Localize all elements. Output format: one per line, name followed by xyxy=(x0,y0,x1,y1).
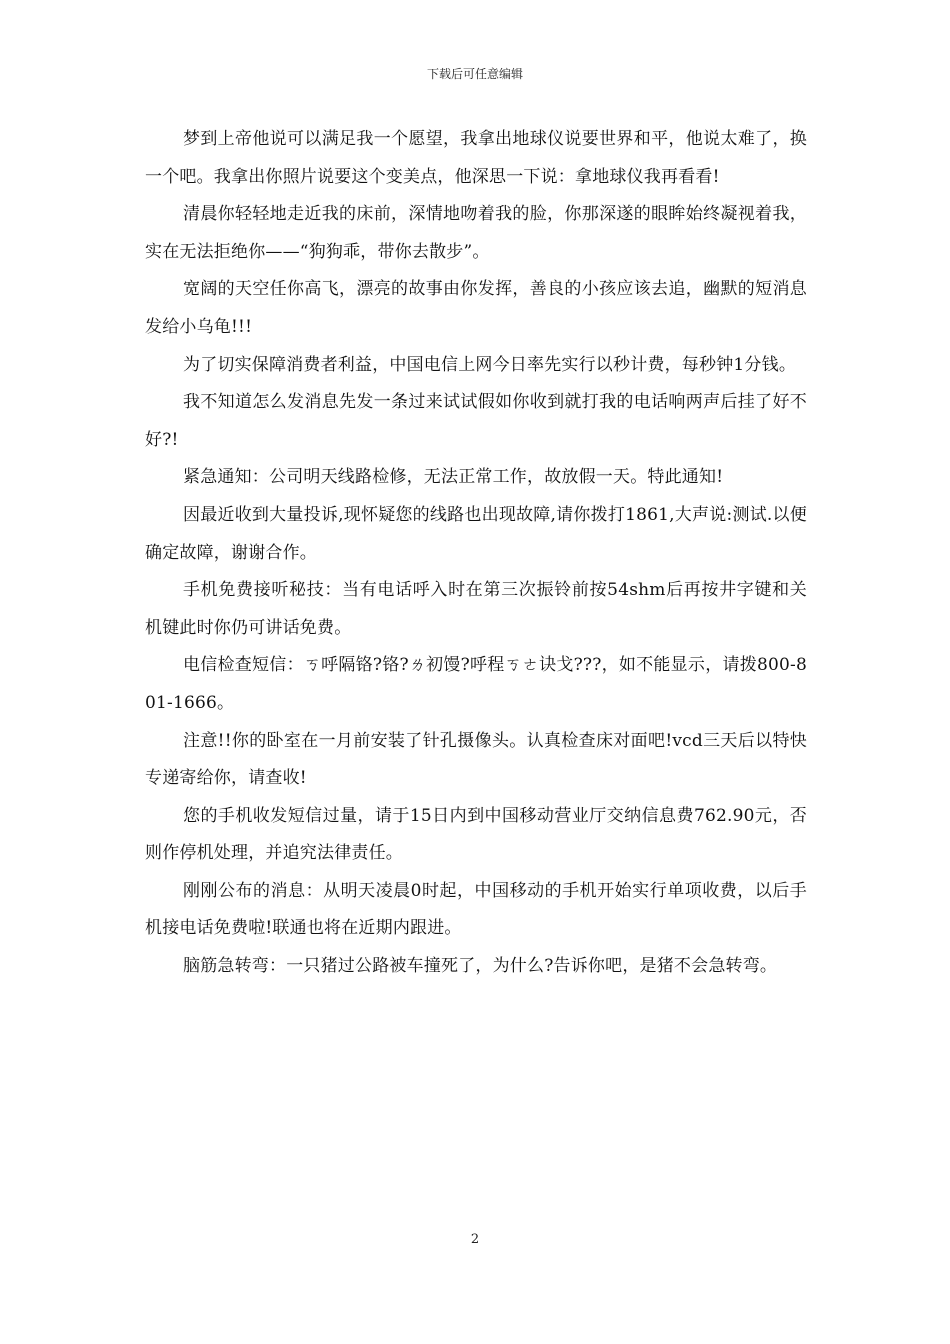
paragraph-7: 因最近收到大量投诉,现怀疑您的线路也出现故障,请你拨打1861,大声说:测试.以便确定故障，谢谢合作。 xyxy=(145,504,807,563)
paragraph-10: 注意!!你的卧室在一月前安装了针孔摄像头。认真检查床对面吧!vcd三天后以特快专递寄给你，请查收! xyxy=(145,730,807,789)
paragraph-5: 我不知道怎么发消息先发一条过来试试假如你收到就打我的电话响两声后挂了好不好?! xyxy=(145,392,807,450)
paragraph-13: 脑筋急转弯：一只猪过公路被车撞死了，为什么?告诉你吧，是猪不会急转弯。 xyxy=(183,956,778,977)
paragraph-4: 为了切实保障消费者利益，中国电信上网今日率先实行以秒计费，每秒钟1分钱。 xyxy=(183,354,797,375)
paragraph-8: 手机免费接听秘技：当有电话呼入时在第三次振铃前按54shm后再按井字键和关机键此时你仍可讲话免费。 xyxy=(145,580,807,638)
document-body xyxy=(145,121,807,986)
paragraph-1: 梦到上帝他说可以满足我一个愿望，我拿出地球仪说要世界和平，他说太难了，换一个吧。我拿出你照片说要这个变美点，他深思一下说：拿地球仪我再看看! xyxy=(145,129,807,187)
paragraph-3: 宽阔的天空任你高飞，漂亮的故事由你发挥，善良的小孩应该去追，幽默的短消息发给小乌龟!!! xyxy=(145,279,807,337)
paragraph-6: 紧急通知：公司明天线路检修，无法正常工作，故放假一天。特此通知! xyxy=(183,467,724,488)
page-number: 2 xyxy=(470,1232,480,1247)
paragraph-2: 清晨你轻轻地走近我的床前，深情地吻着我的脸，你那深遂的眼眸始终凝视着我，实在无法拒绝你——“狗狗乖，带你去散步”。 xyxy=(145,204,807,262)
paragraph-11: 您的手机收发短信过量，请于15日内到中国移动营业厅交纳信息费762.90元，否则作停机处理，并追究法律责任。 xyxy=(145,805,807,864)
paragraph-12: 刚刚公布的消息：从明天凌晨0时起，中国移动的手机开始实行单项收费，以后手机接电话免费啦!联通也将在近期内跟进。 xyxy=(145,880,807,939)
page-header: 下载后可任意编辑 xyxy=(426,67,523,81)
paragraph-9: 电信检查短信：ㄎ呼隔铬?铬?ㄌ初馒?呼程ㄎㄜ诀戈???，如不能显示，请拨800-801-1666。 xyxy=(145,655,807,713)
